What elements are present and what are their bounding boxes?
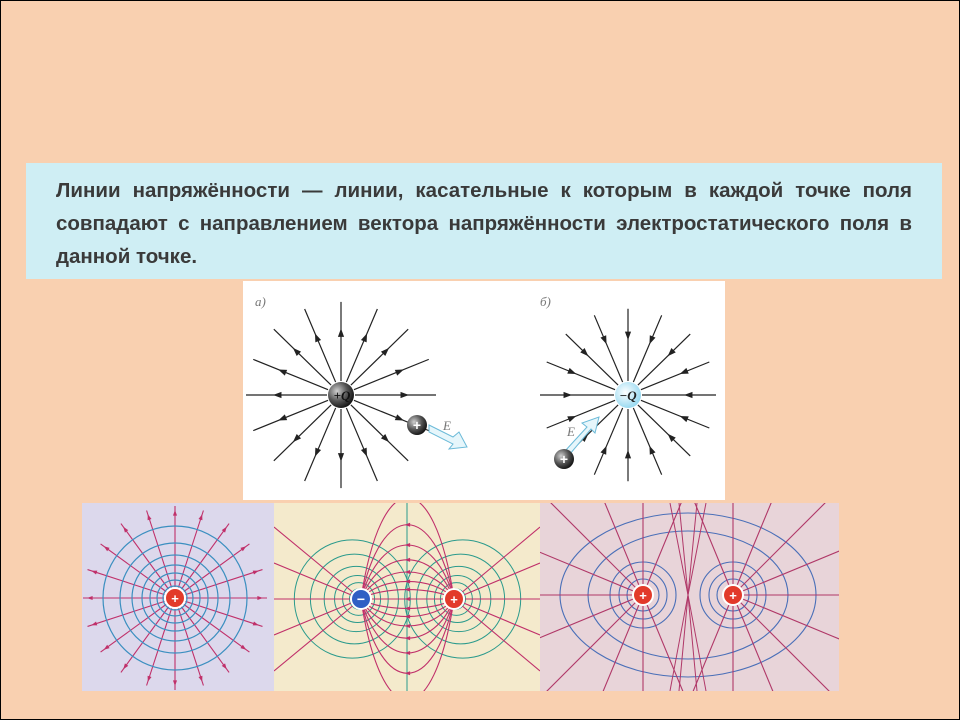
field-line-arrow	[625, 332, 631, 340]
field-line-arrow	[315, 333, 321, 342]
field-line	[638, 334, 690, 385]
definition-text: Линии напряжённости — линии, касательные к которым в каждой точке поля совпадают с направлением вектора напряжённости электростатического поля в данной точке.	[56, 179, 912, 268]
field-line	[175, 524, 229, 598]
dipole-negative-sign: −	[356, 591, 366, 607]
like-right-sign: +	[729, 588, 737, 603]
field-line	[454, 599, 540, 671]
field-line	[351, 405, 408, 461]
field-line	[547, 362, 615, 390]
field-line-arrow	[567, 416, 576, 422]
single-charge-sign: +	[171, 591, 179, 606]
field-line-arrow	[338, 453, 344, 461]
dipole-svg	[274, 503, 540, 691]
vector-label-b: E	[567, 424, 575, 439]
field-line-arrow	[395, 369, 404, 375]
test-charge-sign: +	[412, 417, 422, 433]
field-line-arrow	[148, 514, 152, 520]
field-line-arrow	[273, 392, 281, 398]
field-line	[346, 309, 377, 382]
field-line-arrow	[315, 448, 321, 457]
field-line-arrow	[173, 680, 177, 686]
field-line-arrow	[278, 414, 287, 420]
field-line-arrow	[684, 392, 692, 398]
field-line	[175, 511, 203, 598]
field-line	[147, 598, 175, 685]
field-line-arrow	[649, 335, 655, 344]
field-line	[351, 329, 408, 385]
figure-label-b: б)	[540, 294, 551, 309]
single-charge-panel	[82, 503, 274, 691]
field-line	[253, 359, 328, 389]
field-line-arrow	[395, 414, 404, 420]
field-line	[688, 503, 697, 595]
field-line-arrow	[198, 514, 202, 520]
field-line	[274, 599, 361, 635]
field-line-arrow	[567, 368, 576, 374]
field-line	[454, 563, 540, 599]
field-line-arrow	[649, 446, 655, 455]
field-line	[454, 527, 540, 599]
field-line-arrow	[173, 510, 177, 516]
field-line-arrow	[361, 448, 367, 457]
field-line	[547, 400, 615, 428]
point-charge-figure	[243, 281, 725, 500]
field-line	[641, 362, 709, 390]
field-line	[633, 315, 661, 382]
field-line	[566, 334, 618, 385]
field-line	[121, 524, 175, 598]
vector-label: E	[443, 418, 451, 433]
field-line	[633, 408, 661, 475]
field-line-arrow	[257, 596, 263, 600]
negative-charge-label: −Q	[619, 388, 637, 403]
field-line-arrow	[198, 676, 202, 682]
field-line-arrow	[87, 596, 93, 600]
field-line-arrow	[600, 335, 606, 344]
field-line	[175, 598, 203, 685]
definition-box	[26, 163, 942, 279]
dipole-positive-sign: +	[450, 592, 458, 607]
field-line	[274, 329, 331, 385]
like-left-sign: +	[639, 588, 647, 603]
field-line-arrow	[253, 571, 259, 575]
field-line	[641, 400, 709, 428]
single-charge-svg	[82, 503, 274, 691]
point-charge-svg	[243, 281, 725, 500]
field-line	[586, 595, 643, 691]
field-line	[679, 503, 688, 595]
field-line-arrow	[361, 333, 367, 342]
test-charge-sign-b: +	[559, 451, 569, 467]
field-line	[101, 544, 175, 598]
like-charges-panel	[540, 503, 839, 691]
dipole-equipotentials	[294, 503, 520, 691]
field-line	[175, 598, 262, 626]
field-line	[540, 595, 643, 691]
field-line-arrow	[680, 416, 689, 422]
field-line-arrow	[680, 368, 689, 374]
positive-charge-label: +Q	[333, 388, 351, 403]
field-line	[454, 599, 540, 635]
field-line-arrow	[338, 328, 344, 336]
field-line	[540, 503, 643, 595]
field-line	[175, 598, 229, 672]
field-line	[147, 511, 175, 598]
field-line	[305, 309, 336, 382]
field-line	[175, 544, 249, 598]
field-line	[733, 595, 790, 691]
field-line	[175, 570, 262, 598]
like-charges-svg	[540, 503, 839, 691]
field-line	[121, 598, 175, 672]
field-line	[274, 405, 331, 461]
field-line-arrow	[564, 392, 572, 398]
field-line	[594, 315, 622, 382]
field-line-arrow	[600, 446, 606, 455]
field-line	[88, 570, 175, 598]
field-line-arrow	[148, 676, 152, 682]
field-line	[175, 598, 249, 652]
field-line-arrow	[91, 571, 97, 575]
field-line-arrow	[401, 392, 409, 398]
field-line-arrow	[278, 369, 287, 375]
field-line-arrow	[253, 621, 259, 625]
field-line	[274, 599, 361, 671]
field-line	[346, 408, 377, 481]
dipole-panel	[274, 503, 540, 691]
field-line	[88, 598, 175, 626]
field-line-arrow	[625, 450, 631, 458]
field-line	[638, 405, 690, 456]
figure-label-a: а)	[255, 294, 266, 309]
field-line	[101, 598, 175, 652]
field-line	[274, 563, 361, 599]
field-line-arrow	[91, 621, 97, 625]
field-line	[354, 359, 429, 389]
field-line	[274, 527, 361, 599]
field-line	[253, 400, 328, 430]
field-line	[305, 408, 336, 481]
